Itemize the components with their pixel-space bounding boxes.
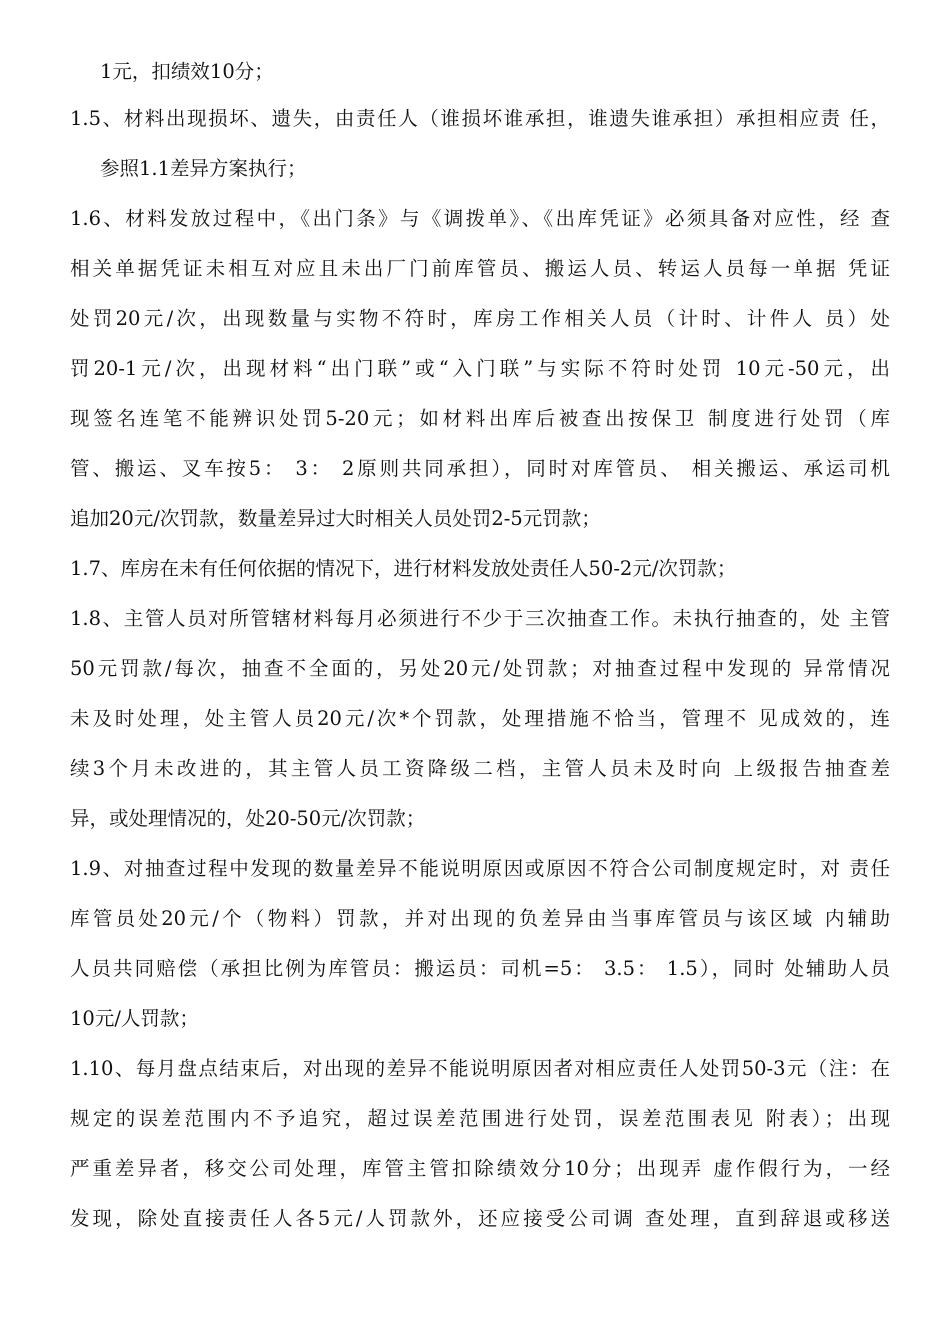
paragraph-line-2: 1.5、材料出现损坏、遗失，由责任人（谁损坏谁承担，谁遗失谁承担）承担相应责 任，	[70, 107, 890, 130]
paragraph-line-15: 续3个月未改进的，其主管人员工资降级二档，主管人员未及时向 上级报告抽查差	[70, 757, 890, 780]
paragraph-line-3: 参照1.1差异方案执行；	[100, 157, 307, 180]
paragraph-line-23: 严重差异者，移交公司处理，库管主管扣除绩效分10分；出现弄 虚作假行为，一经	[70, 1157, 890, 1180]
paragraph-line-6: 处罚20元/次，出现数量与实物不符时，库房工作相关人员（计时、计件人 员）处	[70, 307, 890, 330]
paragraph-line-9: 管、搬运、叉车按5： 3： 2原则共同承担），同时对库管员、 相关搬运、承运司机	[70, 457, 890, 480]
paragraph-line-21: 1.10、每月盘点结束后，对出现的差异不能说明原因者对相应责任人处罚50-3元（注：在	[70, 1057, 890, 1080]
paragraph-line-7: 罚20-1元/次，出现材料“出门联”或“入门联”与实际不符时处罚 10元-50元，出	[70, 357, 890, 380]
paragraph-line-17: 1.9、对抽查过程中发现的数量差异不能说明原因或原因不符合公司制度规定时，对 责任	[70, 857, 890, 880]
paragraph-line-24: 发现，除处直接责任人各5元/人罚款外，还应接受公司调 查处理，直到辞退或移送	[70, 1207, 890, 1230]
paragraph-line-5: 相关单据凭证未相互对应且未出厂门前库管员、搬运人员、转运人员每一单据 凭证	[70, 257, 890, 280]
paragraph-line-13: 50元罚款/每次，抽查不全面的，另处20元/处罚款；对抽查过程中发现的 异常情况	[70, 657, 890, 680]
paragraph-line-22: 规定的误差范围内不予追究，超过误差范围进行处罚，误差范围表见 附表）；出现	[70, 1107, 890, 1130]
paragraph-line-10: 追加20元/次罚款，数量差异过大时相关人员处罚2-5元罚款；	[70, 507, 601, 530]
paragraph-line-8: 现签名连笔不能辨识处罚5-20元；如材料出库后被查出按保卫 制度进行处罚（库	[70, 407, 890, 430]
paragraph-line-1: 1元，扣绩效10分；	[100, 60, 274, 83]
paragraph-line-12: 1.8、主管人员对所管辖材料每月必须进行不少于三次抽查工作。未执行抽查的，处 主管	[70, 607, 890, 630]
paragraph-line-4: 1.6、材料发放过程中，《出门条》与《调拨单》、《出库凭证》必须具备对应性，经 查	[70, 207, 890, 230]
paragraph-line-18: 库管员处20元/个（物料）罚款，并对出现的负差异由当事库管员与该区域 内辅助	[70, 907, 890, 930]
paragraph-line-11: 1.7、库房在未有任何依据的情况下，进行材料发放处责任人50-2元/次罚款；	[70, 557, 737, 580]
paragraph-line-14: 未及时处理，处主管人员20元/次*个罚款，处理措施不恰当，管理不 见成效的，连	[70, 707, 890, 730]
paragraph-line-19: 人员共同赔偿（承担比例为库管员：搬运员：司机=5： 3.5： 1.5），同时 处辅助人员	[70, 957, 890, 980]
paragraph-line-16: 异，或处理情况的，处20-50元/次罚款；	[70, 807, 426, 830]
paragraph-line-20: 10元/人罚款；	[70, 1007, 199, 1030]
